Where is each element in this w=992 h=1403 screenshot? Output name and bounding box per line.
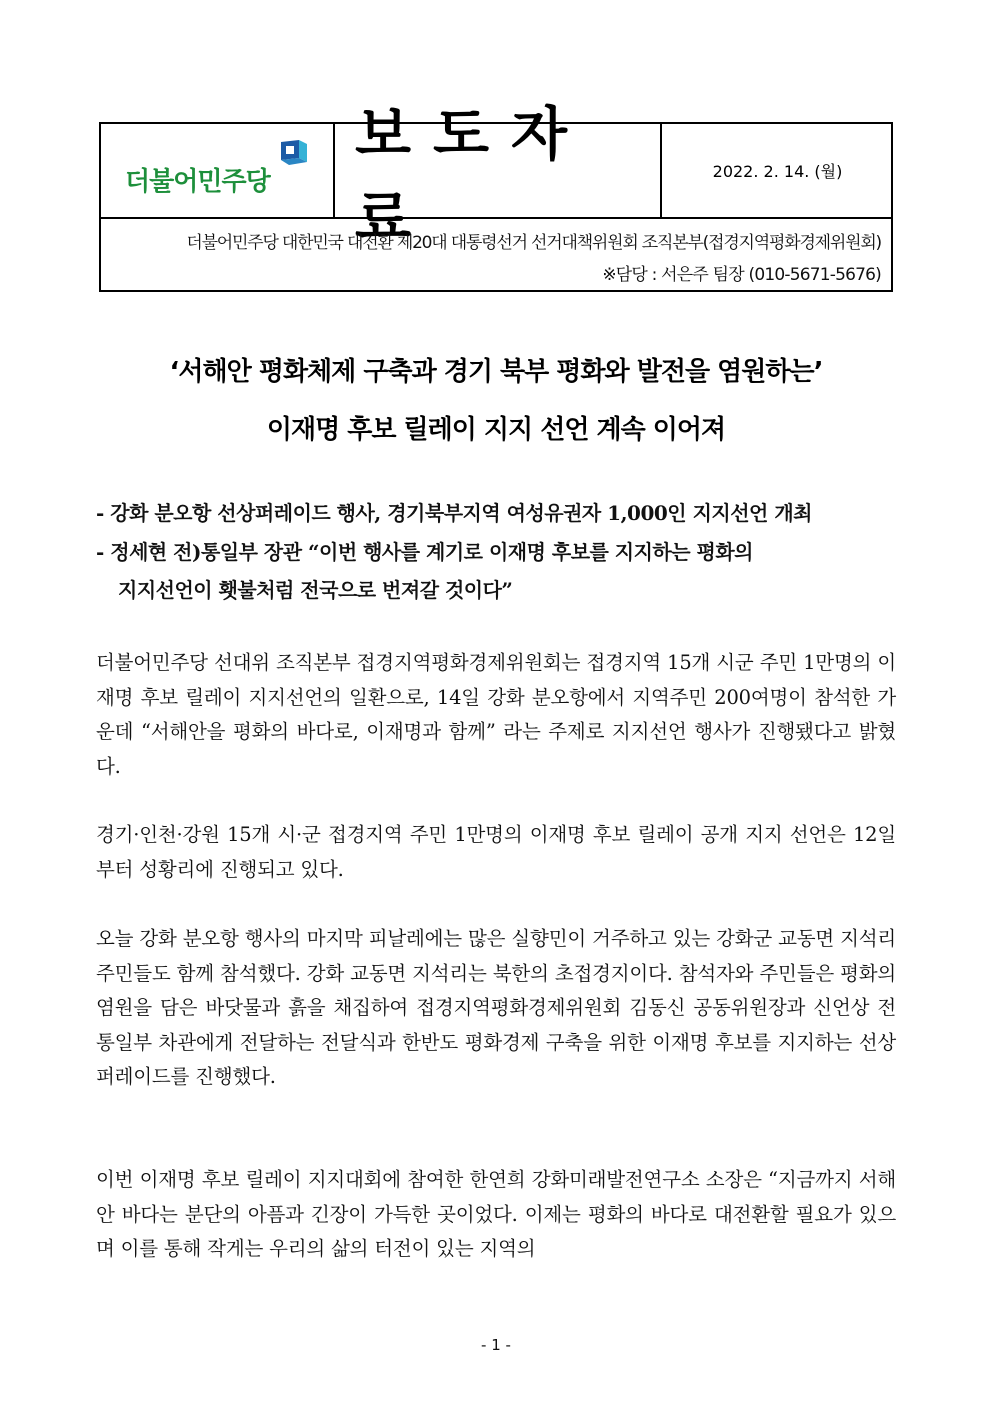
date-cell <box>662 124 893 217</box>
body-paragraph-2: 경기·인천·강원 15개 시·군 접경지역 주민 1만명의 이재명 후보 릴레이 공개 지지 선언은 12일부터 성황리에 진행되고 있다. <box>96 823 896 881</box>
logo-cell <box>101 124 335 217</box>
subheading-1: - 강화 분오항 선상퍼레이드 행사, 경기북부지역 여성유권자 1,000인 지지선언 개최 <box>96 501 812 525</box>
release-date: 2022. 2. 14. (월) <box>712 162 843 181</box>
body-paragraph-4: 이번 이재명 후보 릴레이 지지대회에 참여한 한연희 강화미래발전연구소 소장은 “지금까지 서해안 바다는 분단의 아픔과 긴장이 가득한 곳이었다. 이제는 평화의 바다로 대전환할 필요가 있으며 이를 통해 작게는 우리의 삶의 터전이 있는 지역의 <box>96 1168 896 1260</box>
party-flag-icon <box>277 138 311 172</box>
party-logo-text: 더불어민주당 <box>125 166 270 197</box>
subheading-2-cont: 지지선언이 횃불처럼 전국으로 번져갈 것이다” <box>118 578 513 602</box>
organization-line: 더불어민주당 대한민국 대전환 제20대 대통령선거 선거대책위원회 조직본부(접경지역평화경제위원회) <box>186 233 881 253</box>
press-release-header <box>99 99 893 292</box>
contact-line: ※담당 : 서은주 팀장 (010-5671-5676) <box>602 265 881 285</box>
party-logo <box>117 136 317 206</box>
headline-line-2: 이재명 후보 릴레이 지지 선언 계속 이어져 <box>266 415 726 445</box>
headline-line-1: ‘서해안 평화체제 구축과 경기 북부 평화와 발전을 염원하는’ <box>169 357 823 387</box>
page-number: - 1 - <box>481 1336 511 1354</box>
page-title: 보도자료 <box>355 99 590 252</box>
subheading-2: - 정세현 전)통일부 장관 “이번 행사를 계기로 이재명 후보를 지지하는 평화의 <box>96 540 753 564</box>
body-paragraph-1: 더불어민주당 선대위 조직본부 접경지역평화경제위원회는 접경지역 15개 시군 주민 1만명의 이재명 후보 릴레이 지지선언의 일환으로, 14일 강화 분오항에서 지역주민 200여명이 참석한 가운데 “서해안을 평화의 바다로, 이재명과 함께” 라는 주제로 지지선언 행사가 진행됐다고 밝혔다. <box>96 651 896 778</box>
title-cell <box>333 99 662 252</box>
body-paragraph-3: 오늘 강화 분오항 행사의 마지막 피날레에는 많은 실향민이 거주하고 있는 강화군 교동면 지석리 주민들도 함께 참석했다. 강화 교동면 지석리는 북한의 초접경지이다. 참석자와 주민들은 평화의 염원을 담은 바닷물과 흙을 채집하여 접경지역평화경제위원회 김동신 공동위원장과 신언상 전 통일부 차관에게 전달하는 전달식과 한반도 평화경제 구축을 위한 이재명 후보를 지지하는 선상 퍼레이드를 진행했다. <box>96 927 896 1088</box>
